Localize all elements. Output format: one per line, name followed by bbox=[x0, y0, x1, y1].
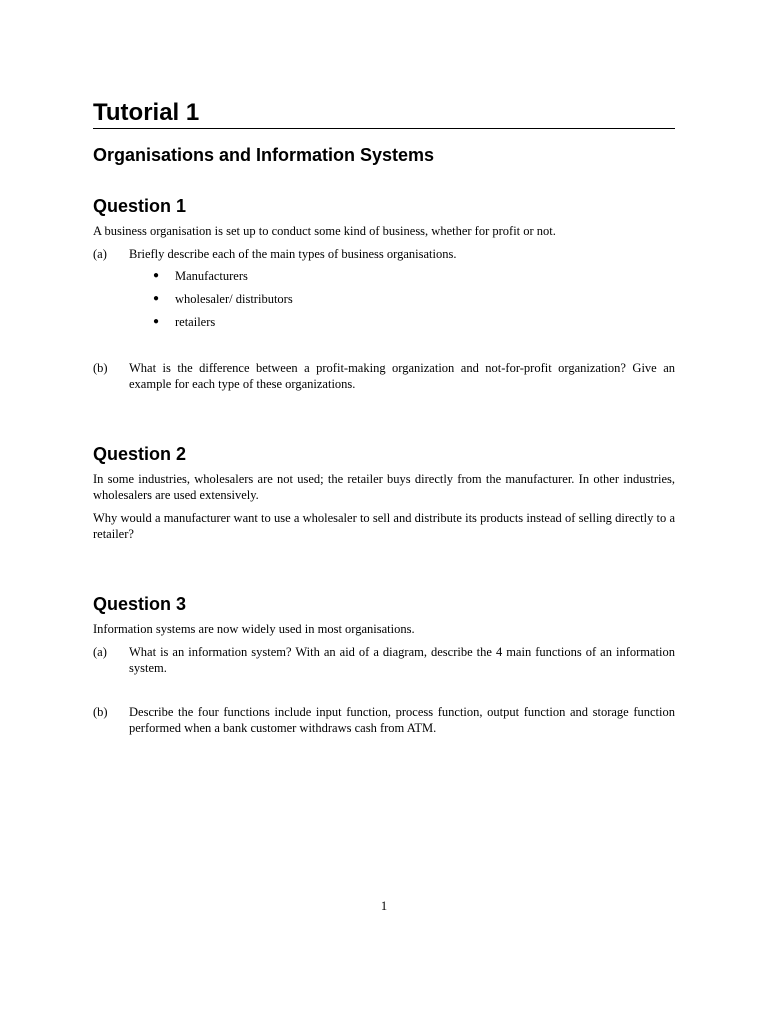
page-number: 1 bbox=[380, 899, 388, 913]
title-underline bbox=[93, 128, 675, 129]
question-3-part-b-label: (b) bbox=[93, 705, 108, 719]
bullet-icon: ● bbox=[153, 270, 160, 281]
question-3-part-a-label: (a) bbox=[93, 645, 107, 659]
question-3-part-a bbox=[93, 644, 675, 676]
question-3-part-a-text: What is an information system? With an aid of a diagram, describe the 4 main functions of an information system. bbox=[129, 645, 675, 675]
list-item bbox=[153, 291, 675, 307]
question-1-bullet-list bbox=[93, 268, 675, 330]
question-1-heading: Question 1 bbox=[93, 196, 187, 216]
list-item-text: Manufacturers bbox=[175, 269, 248, 283]
bullet-icon: ● bbox=[153, 316, 160, 327]
page-content bbox=[93, 98, 675, 736]
question-3-part-b-text: Describe the four functions include input function, process function, output function and storage function performed when a bank customer withdraws cash from ATM. bbox=[129, 705, 675, 735]
question-3-part-b bbox=[93, 704, 675, 736]
question-1-part-a-label: (a) bbox=[93, 247, 107, 261]
bullet-icon: ● bbox=[153, 293, 160, 304]
list-item bbox=[153, 268, 675, 284]
question-1-part-b bbox=[93, 360, 675, 392]
question-2-paragraph-1: In some industries, wholesalers are not used; the retailer buys directly from the manufacturer. In other industries, wholesalers are used extensively. bbox=[93, 472, 675, 502]
question-1-part-a bbox=[93, 246, 675, 262]
list-item-text: wholesaler/ distributors bbox=[175, 292, 293, 306]
question-3-heading: Question 3 bbox=[93, 594, 187, 614]
question-1-part-b-text: What is the difference between a profit-making organization and not-for-profit organization? Give an example for each type of these organizations. bbox=[129, 361, 675, 391]
question-1-intro: A business organisation is set up to conduct some kind of business, whether for profit or not. bbox=[93, 224, 556, 238]
question-3-intro: Information systems are now widely used in most organisations. bbox=[93, 622, 415, 636]
question-1-part-a-text: Briefly describe each of the main types of business organisations. bbox=[129, 247, 457, 261]
question-2-section bbox=[93, 443, 675, 542]
question-1-part-b-label: (b) bbox=[93, 361, 108, 375]
question-2-paragraph-2: Why would a manufacturer want to use a wholesaler to sell and distribute its products instead of selling directly to a retailer? bbox=[93, 511, 675, 541]
list-item-text: retailers bbox=[175, 315, 216, 329]
list-item bbox=[153, 314, 675, 330]
question-1-section bbox=[93, 195, 675, 392]
document-title: Tutorial 1 bbox=[93, 99, 200, 126]
question-2-heading: Question 2 bbox=[93, 444, 187, 464]
document-subtitle: Organisations and Information Systems bbox=[93, 145, 435, 165]
question-3-section bbox=[93, 593, 675, 736]
